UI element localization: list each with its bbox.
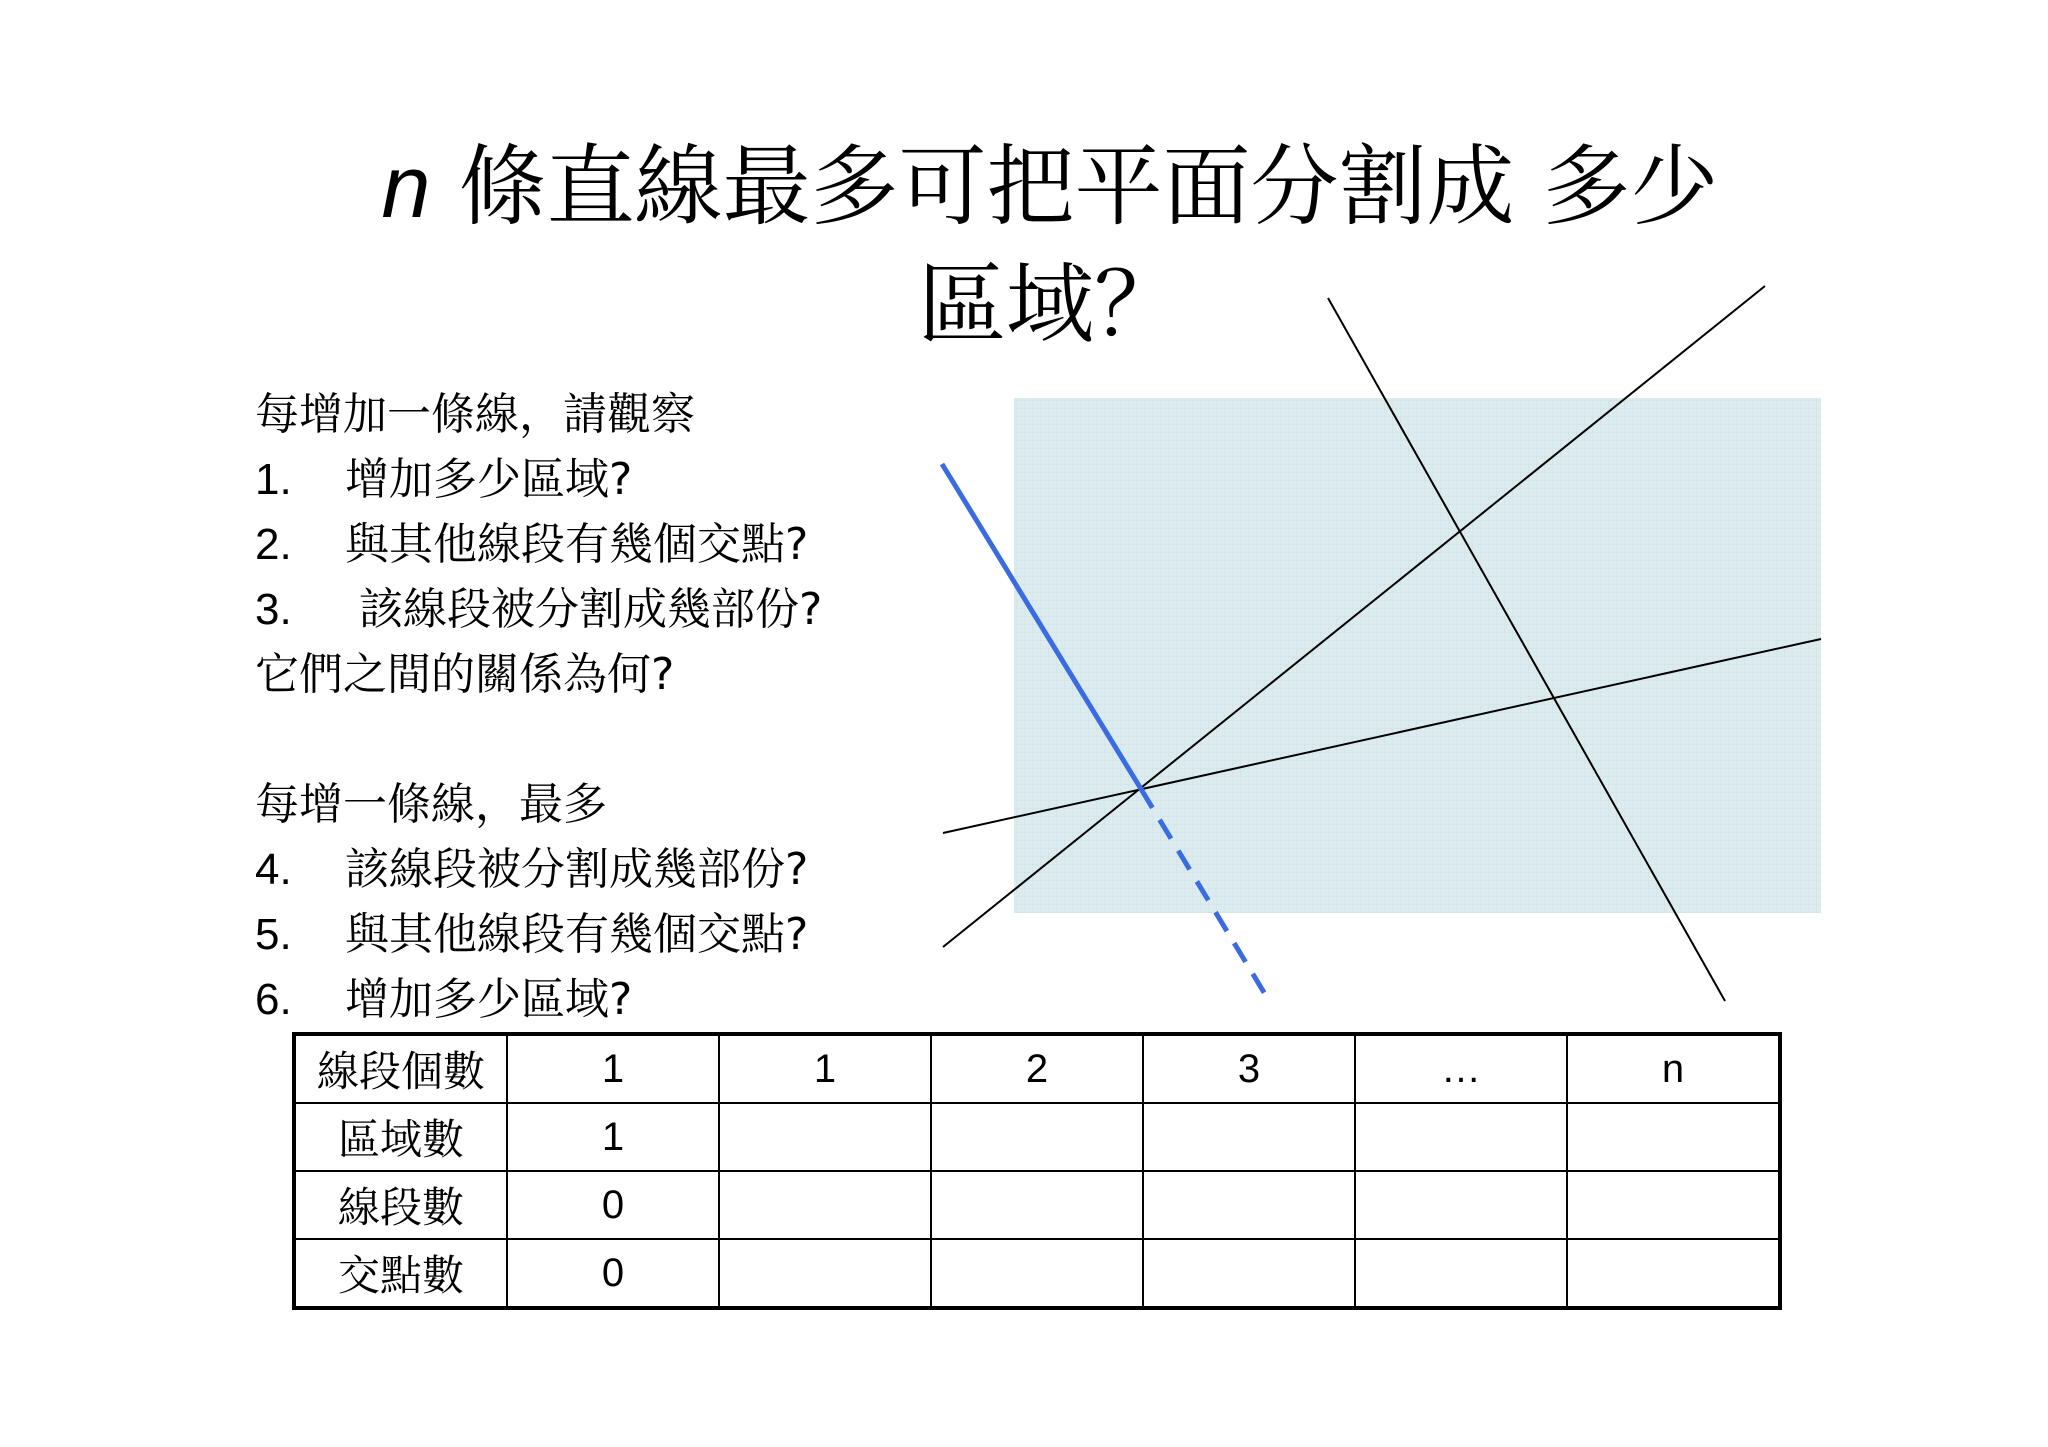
table-row xyxy=(294,1034,1780,1103)
table-cell xyxy=(1567,1239,1780,1308)
table-cell xyxy=(719,1103,931,1171)
table-cell xyxy=(719,1171,931,1239)
table-cell xyxy=(931,1239,1143,1308)
table-row xyxy=(294,1239,1780,1308)
table-cell: 1 xyxy=(507,1034,719,1103)
table-cell: 2 xyxy=(931,1034,1143,1103)
table-cell: n xyxy=(1567,1034,1780,1103)
title-variable: n xyxy=(381,137,431,236)
table-row xyxy=(294,1171,1780,1239)
table-cell xyxy=(1143,1171,1355,1239)
spacer xyxy=(255,707,975,772)
grid-area xyxy=(1014,398,1821,913)
table-cell xyxy=(719,1239,931,1308)
table-row-header: 交點數 xyxy=(294,1239,507,1308)
table-cell xyxy=(931,1103,1143,1171)
title-text: 條直線最多可把平面分割成 多少 xyxy=(430,135,1719,238)
intro-most: 每增一條線，最多 xyxy=(255,779,607,830)
table-row-header: 線段數 xyxy=(294,1171,507,1239)
question-item: 1. 增加多少區域? xyxy=(255,454,633,505)
table-cell: 0 xyxy=(507,1239,719,1308)
table-cell: 1 xyxy=(719,1034,931,1103)
table-cell xyxy=(1143,1239,1355,1308)
table-cell: 0 xyxy=(507,1171,719,1239)
table-cell: … xyxy=(1355,1034,1567,1103)
table-row-header: 區域數 xyxy=(294,1103,507,1171)
table-cell xyxy=(931,1171,1143,1239)
question-item: 2. 與其他線段有幾個交點? xyxy=(255,519,809,570)
table-cell xyxy=(1355,1171,1567,1239)
table-cell xyxy=(1567,1171,1780,1239)
table-row-header: 線段個數 xyxy=(294,1034,507,1103)
intro-observe: 每增加一條線，請觀察 xyxy=(255,389,695,440)
question-block xyxy=(255,382,975,1032)
relation-question: 它們之間的關係為何? xyxy=(255,649,675,700)
table-cell xyxy=(1355,1239,1567,1308)
question-item: 6. 增加多少區域? xyxy=(255,974,633,1025)
table-cell: 3 xyxy=(1143,1034,1355,1103)
table-cell xyxy=(1143,1103,1355,1171)
table-row xyxy=(294,1103,1780,1171)
table-cell xyxy=(1355,1103,1567,1171)
question-item: 3. 該線段被分割成幾部份? xyxy=(255,584,823,635)
question-item: 5. 與其他線段有幾個交點? xyxy=(255,909,809,960)
question-item: 4. 該線段被分割成幾部份? xyxy=(255,844,809,895)
table-cell xyxy=(1567,1103,1780,1171)
table-cell: 1 xyxy=(507,1103,719,1171)
title-line-2: 區域？ xyxy=(917,253,1182,356)
data-table xyxy=(292,1032,1782,1310)
